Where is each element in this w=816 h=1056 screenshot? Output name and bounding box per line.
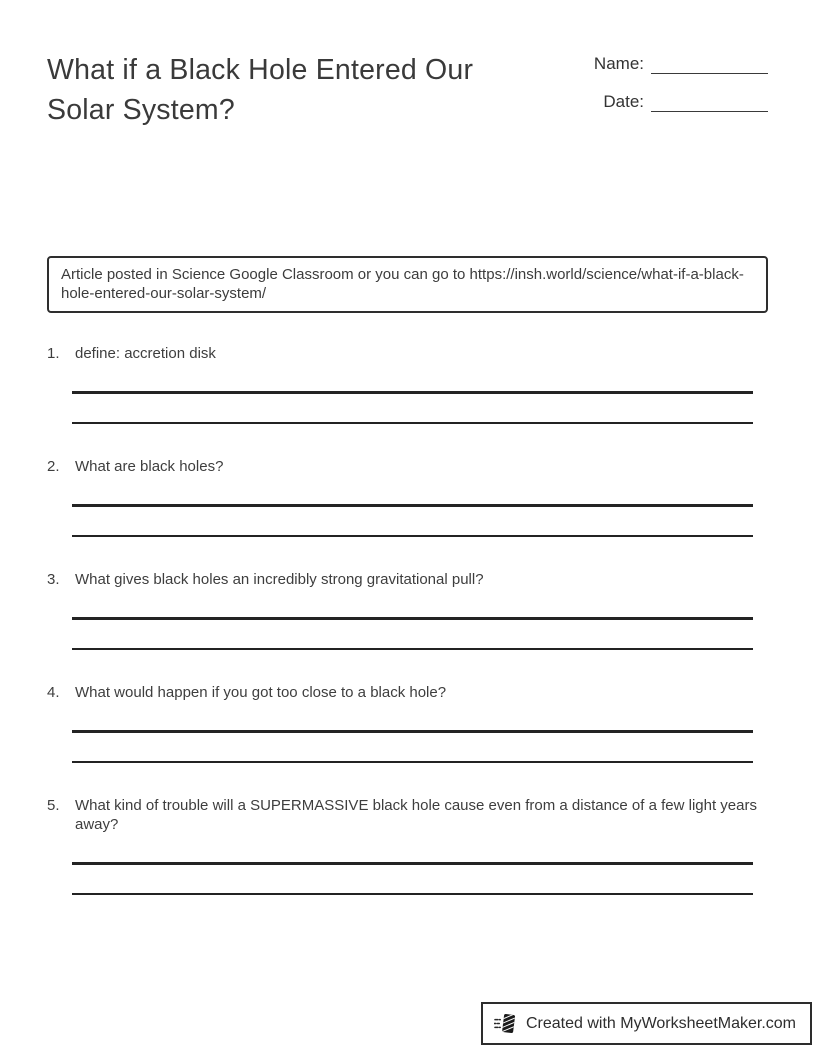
answer-line[interactable] [72, 862, 753, 865]
question-number: 1. [47, 345, 60, 362]
question-number: 4. [47, 684, 60, 701]
answer-area [72, 504, 753, 537]
credit-text: Created with MyWorksheetMaker.com [525, 1014, 796, 1032]
instruction-box [47, 256, 768, 313]
question-row [47, 796, 768, 834]
answer-area [72, 730, 753, 763]
question-text: define: accretion disk [75, 345, 216, 362]
name-date-block [594, 50, 768, 129]
header [47, 50, 768, 130]
answer-line[interactable] [72, 617, 753, 620]
question-row [47, 683, 768, 702]
date-label: Date: [603, 92, 644, 111]
question-number: 3. [47, 571, 60, 588]
question-row [47, 344, 768, 363]
page-title: What if a Black Hole Entered Our Solar System? [47, 54, 474, 126]
answer-area [72, 617, 753, 650]
worksheet-page-icon [494, 1012, 517, 1035]
question-item [47, 570, 768, 650]
name-label: Name: [593, 54, 644, 73]
question-item [47, 457, 768, 537]
question-text: What would happen if you got too close to a black hole? [75, 684, 447, 701]
date-field-row [594, 91, 768, 112]
answer-area [72, 391, 753, 424]
answer-line[interactable] [72, 391, 753, 394]
question-item [47, 344, 768, 424]
question-text: What gives black holes an incredibly strong gravitational pull? [75, 571, 484, 588]
question-item [47, 796, 768, 895]
answer-line[interactable] [72, 761, 753, 764]
question-number: 2. [47, 458, 60, 475]
question-list [47, 344, 768, 895]
answer-line[interactable] [72, 504, 753, 507]
name-field-row [594, 53, 768, 74]
answer-line[interactable] [72, 730, 753, 733]
question-text: What are black holes? [75, 458, 224, 475]
answer-line[interactable] [72, 422, 753, 425]
question-row [47, 570, 768, 589]
name-blank-line[interactable] [651, 54, 768, 74]
answer-line[interactable] [72, 893, 753, 896]
instruction-text: Article posted in Science Google Classroom or you can go to https://insh.world/science/what-if-a-black-hole-entered-our-solar-system/ [61, 266, 744, 302]
question-item [47, 683, 768, 763]
answer-line[interactable] [72, 535, 753, 538]
date-blank-line[interactable] [651, 92, 768, 112]
answer-area [72, 862, 753, 895]
question-row [47, 457, 768, 476]
question-text: What kind of trouble will a SUPERMASSIVE black hole cause even from a distance of a few light years away? [75, 797, 757, 833]
answer-line[interactable] [72, 648, 753, 651]
credit-badge-link[interactable] [481, 1002, 812, 1045]
question-number: 5. [47, 797, 60, 814]
